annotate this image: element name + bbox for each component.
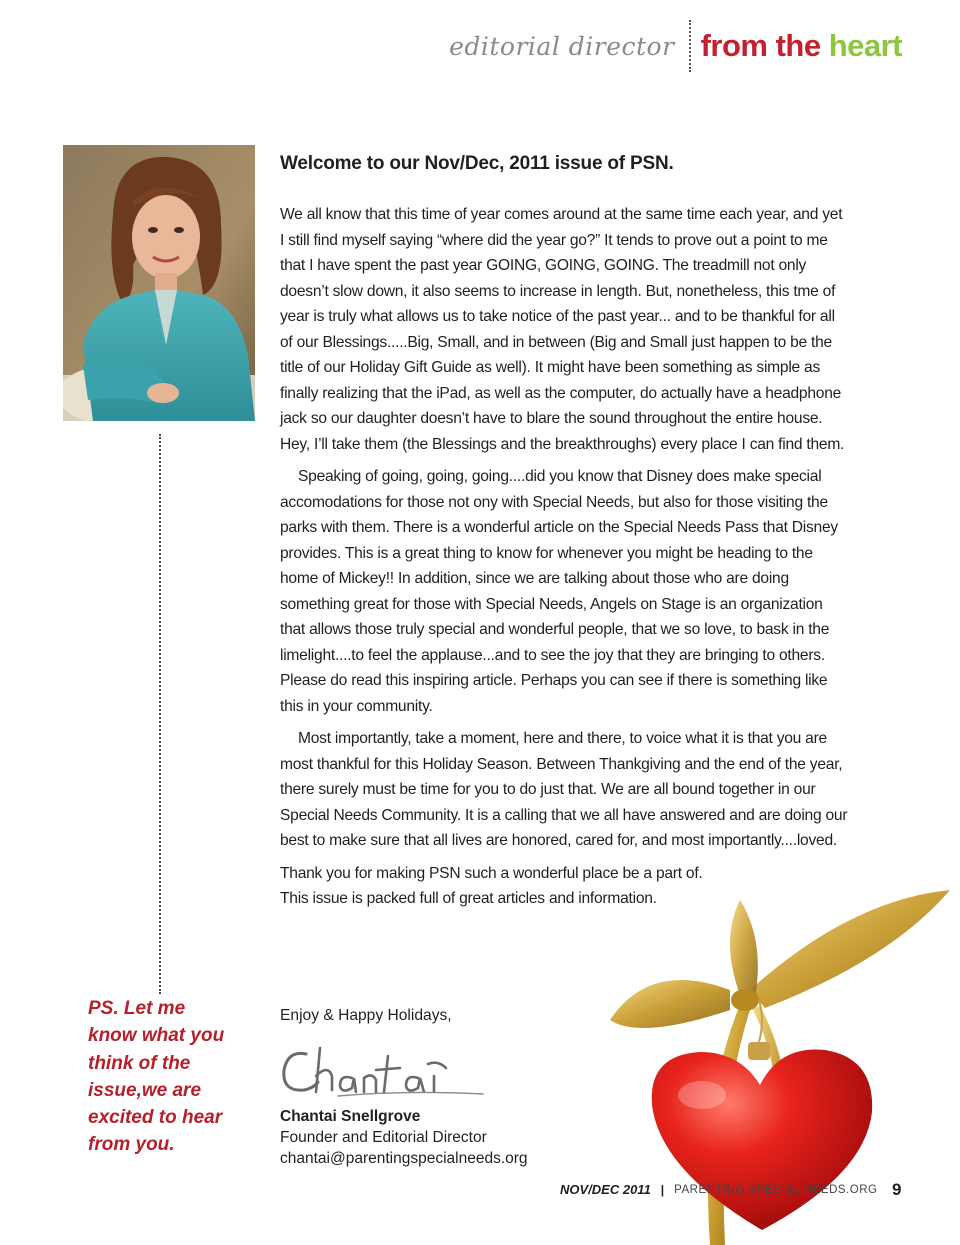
letter-body: [280, 150, 850, 912]
column-title-part1: from the: [700, 28, 821, 63]
closing-line: Enjoy & Happy Holidays,: [280, 1007, 452, 1024]
letter-paragraph: We all know that this time of year comes around at the same time each year, and yet I still find myself saying “where did the year go?” It tends to prove out a point to me that I have spent the past year GOING, GOING, GOING. The treadmill not only doesn’t slow down, it also seems to increase in length. But, nonetheless, this tme of year is truly what allows us to take notice of the past year... and to be thankful for all of our Blessings.....Big, Small, and in between (Big and Small just happen to be the title of our Holiday Gift Guide as well). It might have been something as simple as finally realizing that the iPad, as well as the computer, do actually have a headphone jack so our daughter doesn’t have to blare the sound throughout the entire house. Hey, I’ll take them (the Blessings and the breakthroughs) every place I can find them.: [280, 206, 845, 453]
letter-paragraph: Most importantly, take a moment, here and there, to voice what it is that you are most thankful for this Holiday Season. Between Thankgiving and the end of the year, there surely must be time for you to do just that. We are all bound together in our Special Needs Community. It is a calling that we all have answered and are doing our best to make sure that all lives are honored, cared for, and most importantly....loved.: [280, 730, 848, 849]
handwritten-signature-icon: [278, 1040, 488, 1102]
author-title: Founder and Editorial Director: [280, 1129, 487, 1146]
letter-heading: Welcome to our Nov/Dec, 2011 issue of PSN.: [280, 153, 674, 174]
author-email[interactable]: chantai@parentingspecialneeds.org: [280, 1150, 528, 1167]
section-label: editorial director: [449, 31, 675, 61]
thanks-line: Thank you for making PSN such a wonderful place be a part of.: [280, 864, 703, 882]
page-header: [449, 20, 902, 72]
signature-block: [280, 1106, 528, 1169]
vertical-dotted-divider: [159, 434, 161, 994]
thanks-line: This issue is packed full of great articles and information.: [280, 890, 657, 907]
portrait-photo: [63, 145, 255, 421]
footer-separator: |: [660, 1182, 665, 1197]
page-footer: [560, 1182, 877, 1197]
letter-paragraph: Speaking of going, going, going....did you know that Disney does make special accomodations for those not ony with Special Needs, but also for those visiting the parks with them. There is a wonderful article on the Special Needs Pass that Disney provides. This is a great thing to know for whenever you might be heading to the home of Mickey!! In addition, since we are talking about those who are doing something great for those with Special Needs, Angels on Stage is an organization that allows those truly special and wonderful people, that we so love, to bask in the limelight....to feel the applause...and to see the joy that they are bringing to others. Please do read this inspiring article. Perhaps you can see if there is something like this in your community.: [280, 468, 838, 715]
ps-note: PS. Let me know what you think of the issue,we are excited to hear from you.: [88, 998, 225, 1156]
portrait-photo-icon: [63, 145, 255, 421]
author-name: Chantai Snellgrove: [280, 1108, 421, 1125]
footer-issue: NOV/DEC 2011: [560, 1182, 651, 1197]
footer-site: PARENTING SPECIAL NEEDS.ORG: [674, 1183, 878, 1196]
column-title-part2: heart: [828, 28, 902, 63]
page-number: 9: [892, 1180, 902, 1199]
column-title: [691, 28, 902, 64]
